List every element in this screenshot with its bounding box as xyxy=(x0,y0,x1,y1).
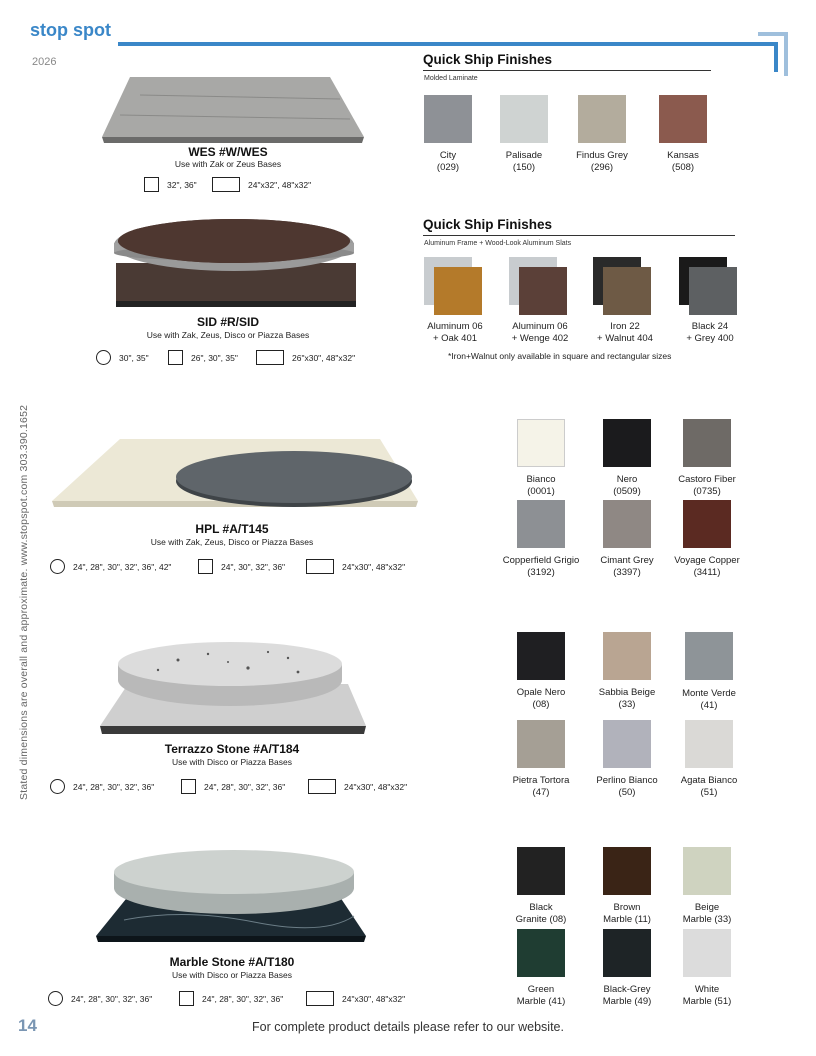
size-option[interactable]: 24", 28", 30", 32", 36" xyxy=(48,991,152,1006)
wes-table-image xyxy=(100,75,366,145)
swatch-perlino-bianco xyxy=(603,720,651,768)
swatch-findus-grey xyxy=(578,95,626,143)
slat-swatch xyxy=(689,267,737,315)
round-icon xyxy=(96,350,111,365)
swatch-label: Black Granite (08) xyxy=(515,902,567,925)
swatch-black-grey-marble xyxy=(603,929,651,977)
section-subtitle: Aluminum Frame + Wood-Look Aluminum Slats xyxy=(424,240,572,247)
product-title: SID #R/SID xyxy=(196,315,259,329)
swatch-label: Monte Verde (41) xyxy=(682,688,736,711)
swatch-label: Agata Bianco (51) xyxy=(680,775,738,798)
size-option[interactable]: 26"x30", 48"x32" xyxy=(256,350,355,365)
square-icon xyxy=(144,177,159,192)
brand-logo: stop spot xyxy=(30,20,111,40)
hpl-table-image xyxy=(50,435,420,520)
swatch-label: Copperfield Grigio (3192) xyxy=(502,555,580,578)
swatch-label: Aluminum 06 + Wenge 402 xyxy=(511,321,569,344)
size-option[interactable]: 24", 28", 30", 32", 36" xyxy=(50,779,154,794)
product-title: Terrazzo Stone #A/T184 xyxy=(164,742,300,756)
swatch-palisade xyxy=(500,95,548,143)
swatch-label: Pietra Tortora (47) xyxy=(512,775,570,798)
swatch-label: Brown Marble (11) xyxy=(603,902,651,925)
rectangle-icon xyxy=(306,991,334,1006)
swatch-label: Black 24 + Grey 400 xyxy=(686,321,734,344)
swatch-voyage-copper xyxy=(683,500,731,548)
swatch-label: Kansas (508) xyxy=(667,150,699,173)
swatch-label: Beige Marble (33) xyxy=(682,902,732,925)
section-title: Quick Ship Finishes xyxy=(423,52,553,67)
swatch-label: Green Marble (41) xyxy=(516,984,566,1007)
swatch-sabbia-beige xyxy=(603,632,651,680)
swatch-green-marble xyxy=(517,929,565,977)
footer-text: For complete product details please refer to our website. xyxy=(252,1020,564,1034)
square-icon xyxy=(168,350,183,365)
product-subtitle: Use with Zak or Zeus Bases xyxy=(174,159,282,169)
swatch-copperfield-grigio xyxy=(517,500,565,548)
product-title: HPL #A/T145 xyxy=(195,522,269,536)
swatch-monte-verde xyxy=(685,632,733,680)
swatch-agata-bianco xyxy=(685,720,733,768)
size-option[interactable]: 24", 28", 30", 32", 36", 42" xyxy=(50,559,171,574)
sidebar-text: Stated dimensions are overall and approximate. www.stopspot.com 303.390.1652 xyxy=(18,404,30,800)
size-option[interactable]: 24", 28", 30", 32", 36" xyxy=(181,779,285,794)
swatch-label: Voyage Copper (3411) xyxy=(674,555,740,578)
size-option[interactable]: 32", 36" xyxy=(144,177,197,192)
swatch-city xyxy=(424,95,472,143)
swatch-pietra-tortora xyxy=(517,720,565,768)
size-option[interactable]: 24"x32", 48"x32" xyxy=(212,177,311,192)
round-icon xyxy=(50,559,65,574)
swatch-label: Findus Grey (296) xyxy=(576,150,628,173)
slat-swatch xyxy=(603,267,651,315)
rectangle-icon xyxy=(256,350,284,365)
swatch-beige-marble xyxy=(683,847,731,895)
swatch-label: Castoro Fiber (0735) xyxy=(678,474,736,497)
product-subtitle: Use with Disco or Piazza Bases xyxy=(172,970,292,980)
size-option[interactable]: 24", 28", 30", 32", 36" xyxy=(179,991,283,1006)
square-icon xyxy=(181,779,196,794)
swatch-bianco xyxy=(517,419,565,467)
round-icon xyxy=(48,991,63,1006)
square-icon xyxy=(198,559,213,574)
marble-table-image xyxy=(94,850,368,948)
rectangle-icon xyxy=(212,177,240,192)
page-number: 14 xyxy=(18,1016,37,1035)
size-option[interactable]: 24"x30", 48"x32" xyxy=(306,559,405,574)
section-subtitle: Molded Laminate xyxy=(424,75,478,82)
square-icon xyxy=(179,991,194,1006)
swatch-label: White Marble (51) xyxy=(682,984,732,1007)
swatch-label: Aluminum 06 + Oak 401 xyxy=(427,321,483,344)
rectangle-icon xyxy=(306,559,334,574)
swatch-label: Perlino Bianco (50) xyxy=(596,775,658,798)
swatch-label: Iron 22 + Walnut 404 xyxy=(597,321,653,344)
product-subtitle: Use with Zak, Zeus, Disco or Piazza Bases xyxy=(150,537,314,547)
size-option[interactable]: 24"x30", 48"x32" xyxy=(306,991,405,1006)
header-rule xyxy=(118,42,778,46)
product-subtitle: Use with Disco or Piazza Bases xyxy=(172,757,292,767)
size-option[interactable]: 26", 30", 35" xyxy=(168,350,238,365)
section-rule xyxy=(423,235,735,236)
swatch-opale-nero xyxy=(517,632,565,680)
availability-note: *Iron+Walnut only available in square and rectangular sizes xyxy=(448,351,672,361)
corner-decoration-inner xyxy=(752,42,778,72)
swatch-cimant-grey xyxy=(603,500,651,548)
swatch-brown-marble xyxy=(603,847,651,895)
swatch-kansas xyxy=(659,95,707,143)
slat-swatch xyxy=(434,267,482,315)
swatch-label: City (029) xyxy=(436,150,460,173)
swatch-nero xyxy=(603,419,651,467)
product-subtitle: Use with Zak, Zeus, Disco or Piazza Bases xyxy=(146,330,310,340)
terrazzo-table-image xyxy=(98,640,368,740)
swatch-label: Bianco (0001) xyxy=(526,474,556,497)
round-icon xyxy=(50,779,65,794)
swatch-white-marble xyxy=(683,929,731,977)
year-label: 2026 xyxy=(32,56,57,68)
rectangle-icon xyxy=(308,779,336,794)
swatch-label: Nero (0509) xyxy=(613,474,641,497)
swatch-label: Sabbia Beige (33) xyxy=(598,687,656,710)
swatch-black-granite xyxy=(517,847,565,895)
swatch-label: Palisade (150) xyxy=(505,150,543,173)
section-title: Quick Ship Finishes xyxy=(423,217,553,232)
size-option[interactable]: 24"x30", 48"x32" xyxy=(308,779,407,794)
swatch-label: Opale Nero (08) xyxy=(516,687,566,710)
section-rule xyxy=(423,70,711,71)
sid-table-image xyxy=(108,215,360,310)
swatch-label: Black-Grey Marble (49) xyxy=(602,984,652,1007)
product-title: WES #W/WES xyxy=(188,145,268,159)
size-option[interactable]: 30", 35" xyxy=(96,350,149,365)
swatch-castoro-fiber xyxy=(683,419,731,467)
size-option[interactable]: 24", 30", 32", 36" xyxy=(198,559,285,574)
swatch-label: Cimant Grey (3397) xyxy=(600,555,654,578)
slat-swatch xyxy=(519,267,567,315)
product-title: Marble Stone #A/T180 xyxy=(169,955,295,969)
